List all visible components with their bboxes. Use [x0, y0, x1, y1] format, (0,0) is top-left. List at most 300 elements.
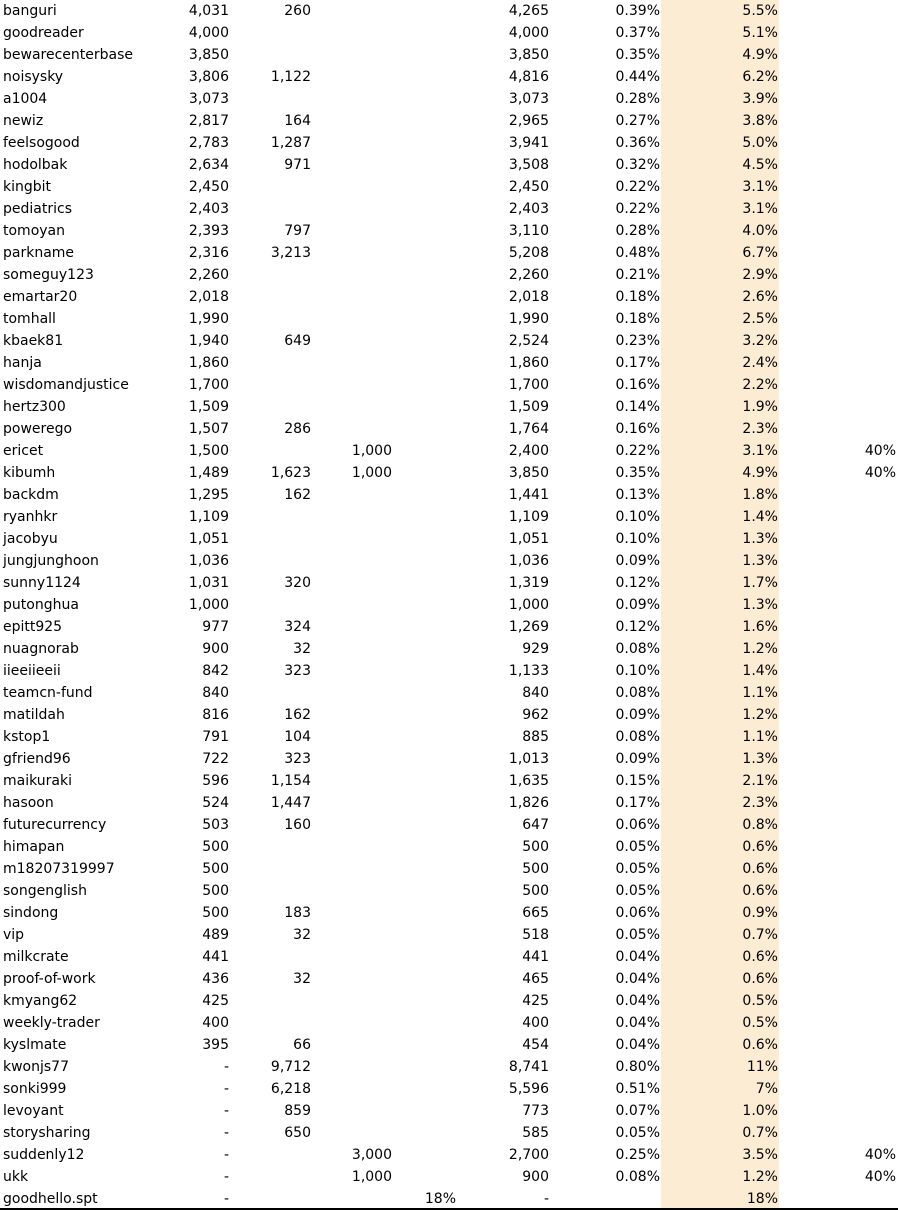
cell-highlight-pct[interactable]: 0.7% [742, 1125, 778, 1141]
cell-col-b[interactable]: 441 [202, 949, 229, 965]
cell-col-c[interactable]: 32 [293, 971, 311, 987]
cell-total[interactable]: 500 [522, 883, 549, 899]
cell-col-b[interactable]: - [223, 1169, 229, 1185]
cell-total[interactable]: 3,073 [508, 91, 549, 107]
cell-user[interactable]: ukk [3, 1169, 29, 1185]
cell-col-c[interactable]: 260 [284, 3, 311, 19]
cell-col-c[interactable]: 324 [284, 619, 311, 635]
cell-total[interactable]: 1,860 [508, 355, 549, 371]
cell-col-d[interactable]: 1,000 [351, 465, 392, 481]
cell-total[interactable]: 4,816 [508, 69, 549, 85]
table-row[interactable] [0, 528, 898, 550]
cell-col-c[interactable]: 859 [284, 1103, 311, 1119]
cell-user[interactable]: songenglish [3, 883, 87, 899]
cell-col-b[interactable]: 425 [202, 993, 229, 1009]
cell-total[interactable]: 518 [522, 927, 549, 943]
cell-col-b[interactable]: 1,700 [188, 377, 229, 393]
cell-share[interactable]: 0.16% [615, 377, 660, 393]
table-row[interactable] [0, 858, 898, 880]
cell-total[interactable]: 1,109 [508, 509, 549, 525]
table-row[interactable] [0, 550, 898, 572]
cell-user[interactable]: hanja [3, 355, 42, 371]
cell-total[interactable]: 465 [522, 971, 549, 987]
cell-col-b[interactable]: 977 [202, 619, 229, 635]
cell-user[interactable]: tomhall [3, 311, 56, 327]
cell-share[interactable]: 0.10% [615, 663, 660, 679]
cell-col-b[interactable]: 1,990 [188, 311, 229, 327]
table-row[interactable] [0, 726, 898, 748]
cell-highlight-pct[interactable]: 2.1% [742, 773, 778, 789]
cell-col-b[interactable]: 500 [202, 839, 229, 855]
cell-share[interactable]: 0.12% [615, 619, 660, 635]
cell-share[interactable]: 0.09% [615, 597, 660, 613]
cell-share[interactable]: 0.09% [615, 707, 660, 723]
cell-highlight-pct[interactable]: 1.4% [742, 663, 778, 679]
cell-user[interactable]: levoyant [3, 1103, 64, 1119]
cell-user[interactable]: sindong [3, 905, 59, 921]
cell-user[interactable]: goodhello.spt [3, 1191, 98, 1207]
cell-highlight-pct[interactable]: 0.6% [742, 949, 778, 965]
cell-col-b[interactable]: 436 [202, 971, 229, 987]
cell-user[interactable]: proof-of-work [3, 971, 96, 987]
table-row[interactable] [0, 1166, 898, 1188]
cell-user[interactable]: goodreader [3, 25, 84, 41]
cell-user[interactable]: iieeiieeii [3, 663, 61, 679]
cell-share[interactable]: 0.35% [615, 465, 660, 481]
cell-col-d[interactable]: 1,000 [351, 1169, 392, 1185]
cell-highlight-pct[interactable]: 2.5% [742, 311, 778, 327]
cell-share[interactable]: 0.44% [615, 69, 660, 85]
cell-highlight-pct[interactable]: 0.8% [742, 817, 778, 833]
cell-col-b[interactable]: 503 [202, 817, 229, 833]
cell-user[interactable]: a1004 [3, 91, 48, 107]
cell-user[interactable]: ericet [3, 443, 44, 459]
cell-col-b[interactable]: 489 [202, 927, 229, 943]
cell-total[interactable]: 441 [522, 949, 549, 965]
cell-user[interactable]: kingbit [3, 179, 52, 195]
cell-share[interactable]: 0.28% [615, 91, 660, 107]
cell-share[interactable]: 0.15% [615, 773, 660, 789]
cell-user[interactable]: jungjunghoon [3, 553, 99, 569]
cell-total[interactable]: 1,036 [508, 553, 549, 569]
cell-share[interactable]: 0.21% [615, 267, 660, 283]
cell-highlight-pct[interactable]: 1.3% [742, 553, 778, 569]
cell-share[interactable]: 0.06% [615, 905, 660, 921]
cell-share[interactable]: 0.51% [615, 1081, 660, 1097]
cell-total[interactable]: 1,826 [508, 795, 549, 811]
cell-highlight-pct[interactable]: 1.2% [742, 641, 778, 657]
cell-total[interactable]: 454 [522, 1037, 549, 1053]
cell-user[interactable]: kwonjs77 [3, 1059, 69, 1075]
cell-highlight-pct[interactable]: 6.7% [742, 245, 778, 261]
cell-highlight-pct[interactable]: 3.1% [742, 443, 778, 459]
cell-highlight-pct[interactable]: 0.6% [742, 971, 778, 987]
table-row[interactable] [0, 1078, 898, 1100]
cell-total[interactable]: 500 [522, 861, 549, 877]
cell-user[interactable]: pediatrics [3, 201, 72, 217]
cell-col-b[interactable]: 596 [202, 773, 229, 789]
cell-col-b[interactable]: 1,000 [188, 597, 229, 613]
cell-total[interactable]: 5,596 [508, 1081, 549, 1097]
cell-share[interactable]: 0.10% [615, 509, 660, 525]
table-row[interactable] [0, 770, 898, 792]
cell-user[interactable]: emartar20 [3, 289, 78, 305]
cell-highlight-pct[interactable]: 3.1% [742, 179, 778, 195]
table-row[interactable] [0, 154, 898, 176]
cell-highlight-pct[interactable]: 0.7% [742, 927, 778, 943]
cell-share[interactable]: 0.27% [615, 113, 660, 129]
cell-highlight-pct[interactable]: 1.0% [742, 1103, 778, 1119]
cell-col-b[interactable]: 1,031 [188, 575, 229, 591]
cell-share[interactable]: 0.22% [615, 201, 660, 217]
cell-total[interactable]: 425 [522, 993, 549, 1009]
cell-col-d[interactable]: 1,000 [351, 443, 392, 459]
cell-rate[interactable]: 40% [864, 1147, 896, 1163]
cell-col-b[interactable]: 1,507 [188, 421, 229, 437]
cell-col-c[interactable]: 286 [284, 421, 311, 437]
cell-highlight-pct[interactable]: 1.9% [742, 399, 778, 415]
table-row[interactable] [0, 682, 898, 704]
cell-total[interactable]: 8,741 [508, 1059, 549, 1075]
table-row[interactable] [0, 88, 898, 110]
cell-col-c[interactable]: 104 [284, 729, 311, 745]
cell-col-c[interactable]: 323 [284, 751, 311, 767]
table-row[interactable] [0, 902, 898, 924]
cell-share[interactable]: 0.48% [615, 245, 660, 261]
cell-share[interactable]: 0.80% [615, 1059, 660, 1075]
cell-user[interactable]: kmyang62 [3, 993, 78, 1009]
table-row[interactable] [0, 638, 898, 660]
table-row[interactable] [0, 484, 898, 506]
cell-user[interactable]: futurecurrency [3, 817, 107, 833]
table-row[interactable] [0, 242, 898, 264]
cell-highlight-pct[interactable]: 1.3% [742, 531, 778, 547]
cell-user[interactable]: sunny1124 [3, 575, 81, 591]
cell-share[interactable]: 0.16% [615, 421, 660, 437]
cell-total[interactable]: 647 [522, 817, 549, 833]
cell-col-b[interactable]: 3,850 [188, 47, 229, 63]
cell-col-b[interactable]: 1,109 [188, 509, 229, 525]
cell-total[interactable]: 1,013 [508, 751, 549, 767]
cell-total[interactable]: 1,051 [508, 531, 549, 547]
cell-user[interactable]: ryanhkr [3, 509, 58, 525]
cell-user[interactable]: putonghua [3, 597, 79, 613]
cell-col-b[interactable]: - [223, 1059, 229, 1075]
cell-col-e[interactable]: 18% [424, 1191, 456, 1207]
cell-highlight-pct[interactable]: 0.6% [742, 861, 778, 877]
table-row[interactable] [0, 924, 898, 946]
cell-share[interactable]: 0.05% [615, 927, 660, 943]
cell-highlight-pct[interactable]: 1.4% [742, 509, 778, 525]
cell-total[interactable]: 1,000 [508, 597, 549, 613]
cell-total[interactable]: 3,850 [508, 465, 549, 481]
cell-total[interactable]: 1,319 [508, 575, 549, 591]
cell-col-b[interactable]: 3,806 [188, 69, 229, 85]
table-row[interactable] [0, 660, 898, 682]
cell-col-b[interactable]: 1,860 [188, 355, 229, 371]
cell-total[interactable]: 5,208 [508, 245, 549, 261]
cell-user[interactable]: nuagnorab [3, 641, 79, 657]
cell-col-b[interactable]: 2,260 [188, 267, 229, 283]
table-row[interactable] [0, 396, 898, 418]
table-row[interactable] [0, 792, 898, 814]
cell-col-b[interactable]: 1,489 [188, 465, 229, 481]
table-row[interactable] [0, 440, 898, 462]
cell-col-b[interactable]: - [223, 1103, 229, 1119]
cell-col-c[interactable]: 1,623 [270, 465, 311, 481]
cell-user[interactable]: kyslmate [3, 1037, 67, 1053]
cell-user[interactable]: maikuraki [3, 773, 72, 789]
cell-highlight-pct[interactable]: 11% [746, 1059, 778, 1075]
cell-col-b[interactable]: 2,403 [188, 201, 229, 217]
table-row[interactable] [0, 616, 898, 638]
cell-user[interactable]: hasoon [3, 795, 54, 811]
table-row[interactable] [0, 1144, 898, 1166]
cell-highlight-pct[interactable]: 3.5% [742, 1147, 778, 1163]
cell-highlight-pct[interactable]: 1.6% [742, 619, 778, 635]
cell-col-b[interactable]: 2,783 [188, 135, 229, 151]
cell-share[interactable]: 0.08% [615, 641, 660, 657]
cell-total[interactable]: 2,965 [508, 113, 549, 129]
cell-share[interactable]: 0.39% [615, 3, 660, 19]
cell-col-b[interactable]: 2,450 [188, 179, 229, 195]
cell-highlight-pct[interactable]: 0.6% [742, 839, 778, 855]
cell-total[interactable]: 885 [522, 729, 549, 745]
table-row[interactable] [0, 462, 898, 484]
cell-highlight-pct[interactable]: 4.9% [742, 47, 778, 63]
table-row[interactable] [0, 1122, 898, 1144]
cell-total[interactable]: 4,000 [508, 25, 549, 41]
table-row[interactable] [0, 220, 898, 242]
cell-col-b[interactable]: - [223, 1147, 229, 1163]
cell-total[interactable]: 2,260 [508, 267, 549, 283]
cell-user[interactable]: suddenly12 [3, 1147, 85, 1163]
cell-highlight-pct[interactable]: 2.2% [742, 377, 778, 393]
table-row[interactable] [0, 814, 898, 836]
table-row[interactable] [0, 286, 898, 308]
cell-highlight-pct[interactable]: 0.5% [742, 993, 778, 1009]
cell-col-b[interactable]: 1,036 [188, 553, 229, 569]
cell-highlight-pct[interactable]: 3.1% [742, 201, 778, 217]
cell-total[interactable]: 2,403 [508, 201, 549, 217]
cell-user[interactable]: tomoyan [3, 223, 65, 239]
cell-col-c[interactable]: 164 [284, 113, 311, 129]
table-row[interactable] [0, 330, 898, 352]
cell-total[interactable]: 1,635 [508, 773, 549, 789]
cell-total[interactable]: 929 [522, 641, 549, 657]
cell-highlight-pct[interactable]: 18% [746, 1191, 778, 1207]
cell-share[interactable]: 0.07% [615, 1103, 660, 1119]
cell-col-c[interactable]: 971 [284, 157, 311, 173]
cell-highlight-pct[interactable]: 2.4% [742, 355, 778, 371]
table-row[interactable] [0, 308, 898, 330]
cell-total[interactable]: 1,990 [508, 311, 549, 327]
table-row[interactable] [0, 968, 898, 990]
table-row[interactable] [0, 1056, 898, 1078]
cell-share[interactable]: 0.08% [615, 729, 660, 745]
cell-col-c[interactable]: 3,213 [270, 245, 311, 261]
cell-user[interactable]: feelsogood [3, 135, 80, 151]
table-row[interactable] [0, 1188, 898, 1210]
table-row[interactable] [0, 0, 898, 22]
cell-share[interactable]: 0.32% [615, 157, 660, 173]
cell-rate[interactable]: 40% [864, 465, 896, 481]
table-row[interactable] [0, 110, 898, 132]
cell-col-b[interactable]: 4,031 [188, 3, 229, 19]
cell-col-c[interactable]: 9,712 [270, 1059, 311, 1075]
table-row[interactable] [0, 594, 898, 616]
cell-col-b[interactable]: 2,817 [188, 113, 229, 129]
table-row[interactable] [0, 946, 898, 968]
cell-highlight-pct[interactable]: 1.2% [742, 1169, 778, 1185]
cell-highlight-pct[interactable]: 1.2% [742, 707, 778, 723]
cell-highlight-pct[interactable]: 6.2% [742, 69, 778, 85]
cell-col-b[interactable]: 2,634 [188, 157, 229, 173]
cell-col-b[interactable]: 816 [202, 707, 229, 723]
cell-col-c[interactable]: 320 [284, 575, 311, 591]
cell-share[interactable]: 0.08% [615, 685, 660, 701]
cell-share[interactable]: 0.18% [615, 289, 660, 305]
cell-total[interactable]: 585 [522, 1125, 549, 1141]
cell-user[interactable]: parkname [3, 245, 75, 261]
cell-highlight-pct[interactable]: 4.5% [742, 157, 778, 173]
cell-col-b[interactable]: - [223, 1081, 229, 1097]
cell-highlight-pct[interactable]: 3.8% [742, 113, 778, 129]
cell-col-b[interactable]: 4,000 [188, 25, 229, 41]
cell-user[interactable]: wisdomandjustice [3, 377, 129, 393]
cell-share[interactable]: 0.12% [615, 575, 660, 591]
cell-share[interactable]: 0.18% [615, 311, 660, 327]
cell-col-c[interactable]: 650 [284, 1125, 311, 1141]
cell-col-b[interactable]: 2,316 [188, 245, 229, 261]
table-row[interactable] [0, 1034, 898, 1056]
cell-share[interactable]: 0.23% [615, 333, 660, 349]
cell-col-c[interactable]: 323 [284, 663, 311, 679]
cell-total[interactable]: 3,508 [508, 157, 549, 173]
cell-col-b[interactable]: 395 [202, 1037, 229, 1053]
cell-share[interactable]: 0.22% [615, 179, 660, 195]
cell-total[interactable]: 2,524 [508, 333, 549, 349]
table-row[interactable] [0, 1100, 898, 1122]
cell-total[interactable]: 900 [522, 1169, 549, 1185]
cell-highlight-pct[interactable]: 0.6% [742, 883, 778, 899]
table-row[interactable] [0, 44, 898, 66]
cell-share[interactable]: 0.05% [615, 1125, 660, 1141]
cell-total[interactable]: 1,269 [508, 619, 549, 635]
cell-total[interactable]: - [543, 1191, 549, 1207]
table-row[interactable] [0, 990, 898, 1012]
cell-user[interactable]: teamcn-fund [3, 685, 93, 701]
cell-share[interactable]: 0.09% [615, 553, 660, 569]
table-row[interactable] [0, 572, 898, 594]
cell-user[interactable]: backdm [3, 487, 59, 503]
cell-col-b[interactable]: 1,509 [188, 399, 229, 415]
cell-total[interactable]: 2,700 [508, 1147, 549, 1163]
table-row[interactable] [0, 748, 898, 770]
cell-col-c[interactable]: 1,122 [270, 69, 311, 85]
cell-col-b[interactable]: - [223, 1191, 229, 1207]
cell-user[interactable]: gfriend96 [3, 751, 71, 767]
cell-col-b[interactable]: - [223, 1125, 229, 1141]
cell-col-b[interactable]: 1,500 [188, 443, 229, 459]
table-row[interactable] [0, 352, 898, 374]
cell-col-c[interactable]: 32 [293, 641, 311, 657]
cell-col-c[interactable]: 66 [293, 1037, 311, 1053]
cell-highlight-pct[interactable]: 0.6% [742, 1037, 778, 1053]
cell-share[interactable]: 0.36% [615, 135, 660, 151]
cell-user[interactable]: powerego [3, 421, 73, 437]
cell-user[interactable]: hodolbak [3, 157, 68, 173]
cell-highlight-pct[interactable]: 2.3% [742, 421, 778, 437]
cell-highlight-pct[interactable]: 1.1% [742, 685, 778, 701]
table-row[interactable] [0, 198, 898, 220]
cell-total[interactable]: 500 [522, 839, 549, 855]
cell-share[interactable]: 0.04% [615, 1037, 660, 1053]
cell-total[interactable]: 1,509 [508, 399, 549, 415]
cell-user[interactable]: kbaek81 [3, 333, 64, 349]
table-row[interactable] [0, 704, 898, 726]
cell-col-b[interactable]: 900 [202, 641, 229, 657]
cell-share[interactable]: 0.09% [615, 751, 660, 767]
cell-highlight-pct[interactable]: 7% [755, 1081, 778, 1097]
cell-col-c[interactable]: 797 [284, 223, 311, 239]
cell-col-c[interactable]: 1,287 [270, 135, 311, 151]
cell-share[interactable]: 0.17% [615, 795, 660, 811]
cell-highlight-pct[interactable]: 0.9% [742, 905, 778, 921]
cell-col-c[interactable]: 649 [284, 333, 311, 349]
cell-share[interactable]: 0.08% [615, 1169, 660, 1185]
cell-total[interactable]: 3,110 [508, 223, 549, 239]
cell-col-b[interactable]: 1,940 [188, 333, 229, 349]
cell-share[interactable]: 0.04% [615, 993, 660, 1009]
cell-user[interactable]: someguy123 [3, 267, 94, 283]
cell-user[interactable]: bewarecenterbase [3, 47, 134, 63]
cell-user[interactable]: banguri [3, 3, 57, 19]
cell-col-c[interactable]: 160 [284, 817, 311, 833]
cell-col-c[interactable]: 6,218 [270, 1081, 311, 1097]
cell-share[interactable]: 0.13% [615, 487, 660, 503]
cell-user[interactable]: jacobyu [3, 531, 58, 547]
cell-share[interactable]: 0.04% [615, 949, 660, 965]
cell-total[interactable]: 2,400 [508, 443, 549, 459]
cell-user[interactable]: epitt925 [3, 619, 63, 635]
cell-highlight-pct[interactable]: 1.3% [742, 597, 778, 613]
table-row[interactable] [0, 132, 898, 154]
cell-highlight-pct[interactable]: 4.0% [742, 223, 778, 239]
cell-highlight-pct[interactable]: 1.7% [742, 575, 778, 591]
cell-col-b[interactable]: 500 [202, 861, 229, 877]
table-row[interactable] [0, 176, 898, 198]
cell-highlight-pct[interactable]: 5.0% [742, 135, 778, 151]
cell-user[interactable]: m18207319997 [3, 861, 115, 877]
cell-total[interactable]: 1,441 [508, 487, 549, 503]
cell-col-c[interactable]: 162 [284, 487, 311, 503]
cell-highlight-pct[interactable]: 2.6% [742, 289, 778, 305]
cell-col-b[interactable]: 1,051 [188, 531, 229, 547]
cell-highlight-pct[interactable]: 3.2% [742, 333, 778, 349]
table-row[interactable] [0, 22, 898, 44]
cell-total[interactable]: 773 [522, 1103, 549, 1119]
cell-total[interactable]: 4,265 [508, 3, 549, 19]
cell-total[interactable]: 2,450 [508, 179, 549, 195]
cell-share[interactable]: 0.05% [615, 861, 660, 877]
cell-total[interactable]: 1,764 [508, 421, 549, 437]
cell-col-c[interactable]: 183 [284, 905, 311, 921]
cell-share[interactable]: 0.22% [615, 443, 660, 459]
cell-share[interactable]: 0.17% [615, 355, 660, 371]
cell-col-b[interactable]: 3,073 [188, 91, 229, 107]
cell-col-b[interactable]: 1,295 [188, 487, 229, 503]
